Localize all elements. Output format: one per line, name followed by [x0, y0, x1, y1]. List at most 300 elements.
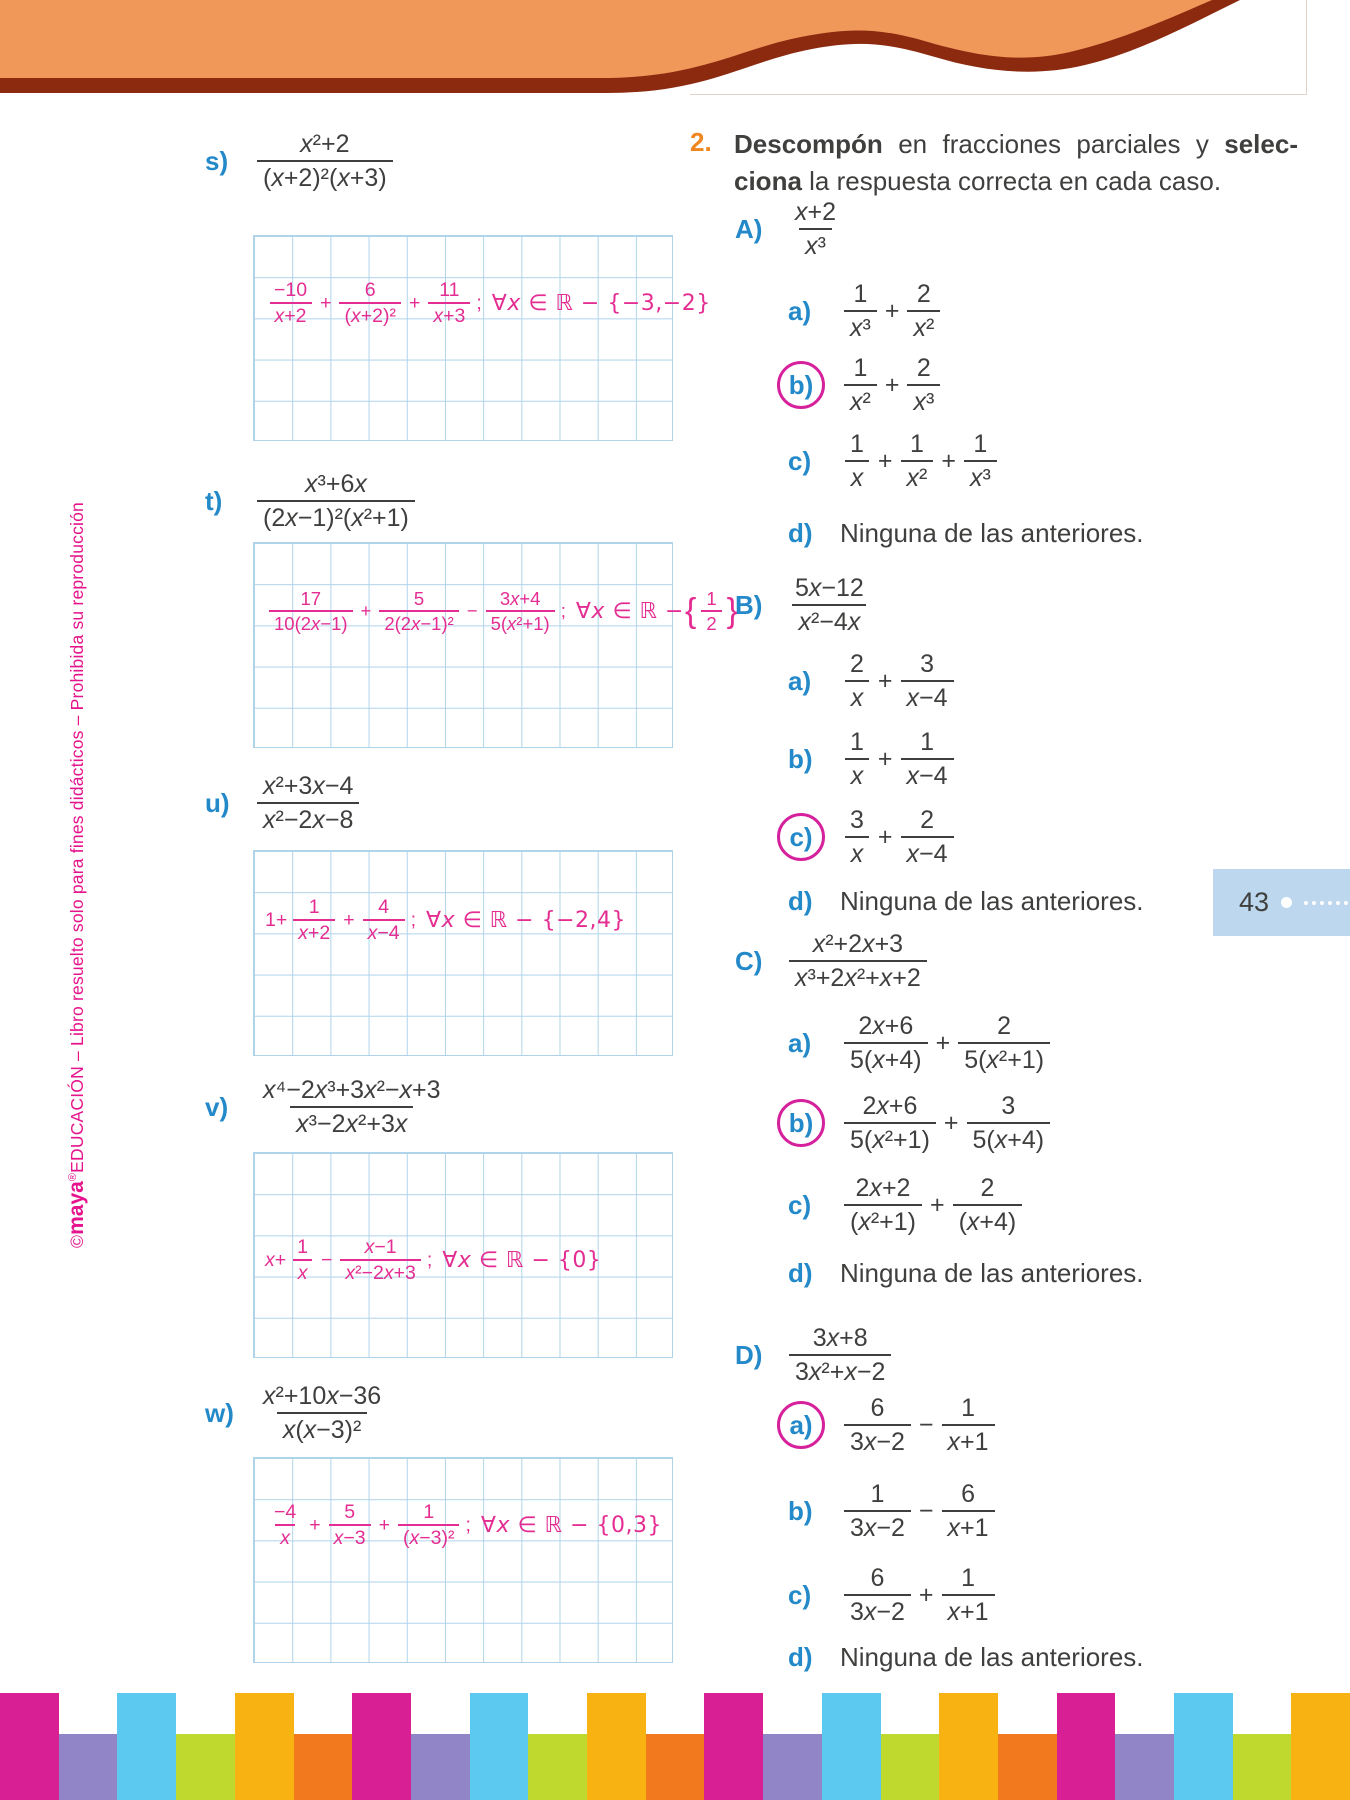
- numerator: 2x+2: [855, 1174, 911, 1202]
- option-D-d-label: d): [788, 1642, 813, 1672]
- numerator: 1: [850, 430, 864, 458]
- denominator: 3x−2: [844, 1510, 911, 1544]
- exercise-u-problem: [205, 770, 363, 836]
- section-C-problem: [735, 928, 931, 994]
- math-segment: 1+: [265, 908, 288, 931]
- denominator: x²: [907, 310, 940, 344]
- option-A-c: [788, 428, 1001, 494]
- math-segment: ;: [560, 600, 566, 622]
- section-A-problem: [735, 196, 846, 262]
- denominator: x²−2x+3: [340, 1259, 420, 1285]
- fraction: [486, 587, 555, 636]
- option-D-a: [788, 1392, 999, 1458]
- option-B-d-label: d): [788, 886, 813, 916]
- numerator: 1: [973, 430, 988, 458]
- denominator: x+1: [942, 1510, 995, 1544]
- fraction: [257, 1074, 447, 1140]
- stripe: [704, 1693, 763, 1800]
- option-B-a-label: a): [788, 665, 812, 696]
- numerator: 3: [1001, 1092, 1016, 1120]
- numerator: 5x−12: [795, 574, 864, 602]
- question-bold-3: ciona: [734, 166, 802, 197]
- fraction: [339, 278, 400, 329]
- option-B-c-label-circled: c): [777, 813, 825, 861]
- option-A-b-label-circled: b): [777, 361, 825, 409]
- numerator: 1: [850, 728, 864, 756]
- option-B-c: [788, 804, 958, 870]
- stripe: [1115, 1734, 1174, 1800]
- denominator: 5(x²+1): [844, 1122, 936, 1156]
- denominator: x³: [844, 310, 877, 344]
- denominator: 5(x²+1): [958, 1042, 1050, 1076]
- denominator: x: [845, 680, 870, 714]
- numerator: 6: [870, 1394, 885, 1422]
- numerator: 1: [853, 354, 868, 382]
- numerator: 6: [961, 1480, 975, 1508]
- fraction: [363, 895, 405, 946]
- option-A-d-text: Ninguna de las anteriores.: [840, 518, 1144, 548]
- option-A-a: [788, 278, 944, 344]
- stripe: [822, 1693, 881, 1800]
- copyright-notice: – Libro resuelto solo para fines didácticos – Prohibida su reproducción: [67, 502, 87, 1067]
- question-2: [690, 126, 1298, 200]
- fraction: [269, 587, 353, 636]
- option-C-d-label: d): [788, 1258, 813, 1288]
- option-D-a-expression: [840, 1392, 999, 1458]
- math-segment: x+: [265, 1248, 287, 1271]
- tab-dotted-line: [1304, 901, 1350, 905]
- footer-stripes: [0, 1693, 1350, 1800]
- option-C-a: [788, 1010, 1054, 1076]
- numerator: 1: [870, 1480, 885, 1508]
- exercise-t-expression: [253, 468, 419, 534]
- numerator: 2: [850, 650, 864, 678]
- stripe: [411, 1734, 470, 1800]
- denominator: x³: [907, 384, 940, 418]
- option-D-b-label: b): [788, 1495, 813, 1526]
- denominator: (x+2)²: [339, 302, 400, 328]
- denominator: x+2: [270, 302, 312, 328]
- numerator: 17: [300, 588, 322, 609]
- fraction: [967, 1090, 1051, 1156]
- option-A-b-expression: [840, 352, 944, 418]
- fraction: [293, 895, 335, 946]
- denominator: x³+2x²+x+2: [789, 960, 927, 994]
- denominator: x−4: [901, 758, 954, 792]
- fraction: [942, 1478, 995, 1544]
- fraction: [844, 1392, 911, 1458]
- option-D-c: [788, 1562, 999, 1628]
- option-B-a: [788, 648, 958, 714]
- stripe: [998, 1734, 1057, 1800]
- denominator: x−4: [901, 836, 954, 870]
- denominator: x²: [901, 460, 934, 494]
- stripe: [646, 1734, 705, 1800]
- exercise-s-label: s): [205, 145, 229, 176]
- question-line-1: [734, 126, 1298, 163]
- math-segment: ∀x ∈ ℝ − {−3,−2}: [491, 290, 711, 316]
- numerator: −4: [274, 1501, 297, 1523]
- stripe: [1057, 1693, 1116, 1800]
- numerator: 3: [920, 650, 934, 678]
- denominator: x+1: [942, 1594, 995, 1628]
- fraction: [901, 648, 954, 714]
- option-D-c-label: c): [788, 1579, 812, 1610]
- math-segment: +: [943, 1108, 959, 1137]
- math-segment: +: [941, 446, 956, 475]
- fraction: [964, 428, 997, 494]
- org-name: EDUCACIÓN: [67, 1066, 87, 1173]
- denominator: x²−4x: [792, 604, 866, 638]
- fraction: [789, 196, 842, 262]
- question-bold-2: selec-: [1224, 129, 1298, 159]
- denominator: 3x−2: [844, 1424, 911, 1458]
- exercise-s-answer: [265, 236, 711, 329]
- option-D-b-expression: [840, 1478, 999, 1544]
- section-D-expression: [785, 1322, 895, 1388]
- math-segment: ;: [426, 1248, 433, 1271]
- numerator: 2: [916, 354, 931, 382]
- fraction: [844, 1172, 922, 1238]
- numerator: 2x+6: [858, 1012, 914, 1040]
- fraction: [907, 352, 940, 418]
- fraction: [789, 928, 927, 994]
- section-A-label: A): [735, 213, 763, 244]
- brand-name: maya: [65, 1181, 88, 1235]
- stripe: [1233, 1734, 1292, 1800]
- option-D-b: [788, 1478, 999, 1544]
- denominator: 2(2x−1)²: [379, 610, 458, 635]
- stripe: [587, 1693, 646, 1800]
- numerator: 1: [423, 1501, 435, 1523]
- denominator: (x+2)²(x+3): [257, 160, 393, 194]
- numerator: 5: [344, 1501, 356, 1523]
- denominator: x: [293, 1259, 313, 1285]
- question-bold-1: Descompón: [734, 129, 883, 159]
- math-segment: ∀x ∈ ℝ −: [575, 598, 684, 624]
- exercise-s-problem: [205, 128, 397, 194]
- numerator: 1: [920, 728, 934, 756]
- fraction: [701, 587, 721, 636]
- page-number: 43: [1239, 887, 1270, 917]
- denominator: (x+4): [953, 1204, 1023, 1238]
- question-text: [734, 126, 1298, 200]
- option-C-b-label-circled: b): [777, 1099, 825, 1147]
- numerator: 1: [853, 280, 868, 308]
- fraction: [901, 428, 934, 494]
- registered-mark: ®: [67, 1172, 80, 1182]
- option-D-d: [788, 1642, 1144, 1673]
- section-C-label: C): [735, 945, 763, 976]
- section-A-expression: [785, 196, 846, 262]
- option-C-d: [788, 1258, 1144, 1289]
- denominator: 5(x+4): [844, 1042, 928, 1076]
- denominator: x³: [799, 228, 832, 262]
- fraction: [257, 468, 415, 534]
- option-D-a-label-circled: a): [777, 1401, 825, 1449]
- math-segment: +: [343, 908, 355, 931]
- denominator: x+3: [428, 302, 470, 328]
- option-B-d: [788, 886, 1144, 917]
- option-C-d-text: Ninguna de las anteriores.: [840, 1258, 1144, 1288]
- option-A-b: [788, 352, 944, 418]
- fraction: [907, 278, 940, 344]
- fraction: [844, 352, 877, 418]
- fraction: [958, 1010, 1050, 1076]
- exercise-s-expression: [253, 128, 397, 194]
- option-A-c-label: c): [788, 445, 812, 476]
- math-segment: +: [408, 291, 421, 314]
- question-mid: en fracciones parciales y: [882, 129, 1225, 159]
- denominator: 5(x+4): [967, 1122, 1051, 1156]
- denominator: x³−2x²+3x: [290, 1106, 413, 1140]
- section-C-expression: [785, 928, 931, 994]
- option-B-b-expression: [840, 726, 958, 792]
- tab-dot-icon: [1281, 897, 1292, 908]
- denominator: x²−2x−8: [257, 802, 359, 836]
- math-segment: +: [378, 1513, 390, 1536]
- denominator: 2: [701, 610, 721, 635]
- math-segment: −: [321, 1248, 333, 1271]
- math-segment: +: [884, 296, 900, 325]
- section-D-problem: [735, 1322, 895, 1388]
- fraction: [340, 1235, 420, 1286]
- denominator: 10(2x−1): [269, 610, 353, 635]
- numerator: x²+2x+3: [812, 930, 904, 958]
- denominator: x+2: [293, 919, 335, 945]
- math-segment: +: [309, 1513, 321, 1536]
- math-segment: {: [684, 591, 697, 630]
- exercise-t-answer: [265, 543, 739, 636]
- math-segment: +: [929, 1190, 945, 1219]
- denominator: x³: [964, 460, 997, 494]
- exercise-w-label: w): [205, 1397, 234, 1428]
- fraction: [901, 726, 954, 792]
- denominator: x: [845, 836, 870, 870]
- fraction: [844, 1562, 911, 1628]
- denominator: 3x²+x−2: [789, 1354, 891, 1388]
- numerator: x−1: [364, 1236, 397, 1258]
- fraction: [844, 1478, 911, 1544]
- math-segment: ;: [476, 291, 482, 314]
- numerator: −10: [274, 279, 308, 301]
- math-segment: ;: [410, 908, 417, 931]
- fraction: [844, 1090, 936, 1156]
- fraction: [379, 587, 458, 636]
- fraction: [942, 1392, 995, 1458]
- math-segment: +: [877, 744, 893, 773]
- stripe: [59, 1734, 118, 1800]
- math-segment: +: [360, 600, 372, 622]
- question-rest: la respuesta correcta en cada caso.: [801, 166, 1222, 197]
- page-number-tab: [1213, 869, 1350, 936]
- denominator: (2x−1)²(x²+1): [257, 500, 415, 534]
- question-number: 2.: [690, 127, 712, 157]
- option-B-c-expression: [840, 804, 958, 870]
- option-C-b: [788, 1090, 1054, 1156]
- option-C-c: [788, 1172, 1026, 1238]
- section-B-expression: [785, 572, 874, 638]
- stripe: [1174, 1693, 1233, 1800]
- option-C-b-expression: [840, 1090, 1054, 1156]
- math-segment: −: [918, 1496, 934, 1525]
- header-horizontal-rule: [690, 94, 1307, 95]
- numerator: 1: [308, 896, 320, 918]
- denominator: x−3: [329, 1524, 371, 1550]
- stripe: [763, 1734, 822, 1800]
- numerator: x+2: [795, 198, 837, 226]
- stripe: [176, 1734, 235, 1800]
- fraction: [844, 428, 870, 494]
- option-C-a-label: a): [788, 1027, 812, 1058]
- exercise-t-answer-grid: [253, 542, 738, 748]
- option-B-b: [788, 726, 958, 792]
- fraction: [257, 128, 393, 194]
- stripe: [352, 1693, 411, 1800]
- option-A-d: [788, 518, 1144, 549]
- math-segment: ∀x ∈ ℝ − {0,3}: [480, 1512, 662, 1538]
- option-B-a-expression: [840, 648, 958, 714]
- math-segment: ∀x ∈ ℝ − {−2,4}: [426, 907, 627, 933]
- exercise-w-answer-grid: [253, 1457, 673, 1663]
- numerator: x⁴−2x³+3x²−x+3: [263, 1076, 441, 1104]
- denominator: x²: [844, 384, 877, 418]
- option-B-b-label: b): [788, 743, 813, 774]
- copyright-symbol: ©: [67, 1234, 87, 1248]
- numerator: 1: [297, 1236, 308, 1258]
- fraction: [789, 1322, 891, 1388]
- exercise-t-label: t): [205, 485, 223, 516]
- option-A-c-expression: [840, 428, 1001, 494]
- numerator: x²+10x−36: [263, 1382, 382, 1410]
- fraction: [844, 804, 870, 870]
- stripe: [117, 1693, 176, 1800]
- denominator: x: [275, 1524, 295, 1550]
- exercise-v-label: v): [205, 1091, 229, 1122]
- fraction: [398, 1500, 459, 1551]
- exercise-s-answer-grid: [253, 235, 711, 441]
- option-C-a-expression: [840, 1010, 1054, 1076]
- math-segment: ∀x ∈ ℝ − {0}: [442, 1247, 602, 1273]
- fraction: [953, 1172, 1023, 1238]
- fraction: [428, 278, 470, 329]
- option-A-a-expression: [840, 278, 944, 344]
- denominator: x: [845, 758, 870, 792]
- numerator: 3: [850, 806, 864, 834]
- exercise-w-problem: [205, 1380, 391, 1446]
- exercise-v-answer: [265, 1153, 601, 1286]
- section-B-label: B): [735, 589, 763, 620]
- fraction: [257, 770, 359, 836]
- math-segment: ;: [465, 1513, 471, 1536]
- math-segment: +: [877, 666, 893, 695]
- math-segment: −: [466, 600, 478, 622]
- numerator: 5: [413, 588, 425, 609]
- numerator: 2: [997, 1012, 1012, 1040]
- numerator: 4: [378, 896, 390, 918]
- exercise-v-answer-grid: [253, 1152, 673, 1358]
- math-segment: }: [726, 591, 738, 630]
- numerator: 11: [439, 279, 460, 301]
- denominator: x: [845, 460, 870, 494]
- stripe: [528, 1734, 587, 1800]
- fraction: [844, 278, 877, 344]
- option-C-c-expression: [840, 1172, 1026, 1238]
- stripe: [1291, 1693, 1350, 1800]
- exercise-u-label: u): [205, 787, 230, 818]
- option-D-c-expression: [840, 1562, 999, 1628]
- denominator: 5(x²+1): [486, 610, 555, 635]
- numerator: x²+3x−4: [263, 772, 354, 800]
- numerator: 1: [909, 430, 924, 458]
- math-segment: +: [877, 822, 893, 851]
- copyright-vertical-text: [65, 502, 89, 1248]
- fraction: [844, 648, 870, 714]
- exercise-w-answer: [265, 1458, 662, 1551]
- fraction: [844, 1010, 928, 1076]
- stripe: [294, 1734, 353, 1800]
- exercise-u-answer-grid: [253, 850, 673, 1056]
- fraction: [269, 1500, 301, 1551]
- denominator: (x−3)²: [398, 1524, 459, 1550]
- exercise-u-answer: [265, 851, 626, 946]
- stripe: [939, 1693, 998, 1800]
- section-B-problem: [735, 572, 874, 638]
- exercise-v-expression: [253, 1074, 451, 1140]
- header-wave-graphic: [0, 0, 1350, 100]
- numerator: 2: [920, 806, 934, 834]
- option-D-d-text: Ninguna de las anteriores.: [840, 1642, 1144, 1672]
- numerator: 3x+4: [499, 588, 541, 609]
- numerator: x²+2: [300, 130, 350, 158]
- exercise-u-expression: [253, 770, 363, 836]
- denominator: x−4: [363, 919, 405, 945]
- numerator: 6: [870, 1564, 885, 1592]
- stripe: [235, 1693, 294, 1800]
- denominator: (x²+1): [844, 1204, 922, 1238]
- numerator: 2x+6: [862, 1092, 918, 1120]
- math-segment: −: [918, 1410, 934, 1439]
- fraction: [901, 804, 954, 870]
- fraction: [789, 572, 870, 638]
- denominator: 3x−2: [844, 1594, 911, 1628]
- math-segment: +: [877, 446, 893, 475]
- option-A-d-label: d): [788, 518, 813, 548]
- fraction: [257, 1380, 387, 1446]
- option-C-c-label: c): [788, 1189, 812, 1220]
- numerator: 2: [916, 280, 931, 308]
- fraction: [269, 278, 312, 329]
- numerator: 1: [961, 1564, 975, 1592]
- math-segment: +: [918, 1580, 934, 1609]
- header-vertical-rule: [1306, 0, 1307, 95]
- question-line-2: [734, 163, 1298, 200]
- denominator: x+1: [942, 1424, 995, 1458]
- math-segment: +: [935, 1028, 951, 1057]
- stripe: [881, 1734, 940, 1800]
- exercise-v-problem: [205, 1074, 451, 1140]
- numerator: 1: [961, 1394, 975, 1422]
- denominator: x−4: [901, 680, 954, 714]
- fraction: [942, 1562, 995, 1628]
- fraction: [292, 1235, 313, 1286]
- section-D-label: D): [735, 1339, 763, 1370]
- stripe: [470, 1693, 529, 1800]
- option-A-a-label: a): [788, 295, 812, 326]
- fraction: [329, 1500, 371, 1551]
- stripe: [0, 1693, 59, 1800]
- numerator: 3x+8: [812, 1324, 868, 1352]
